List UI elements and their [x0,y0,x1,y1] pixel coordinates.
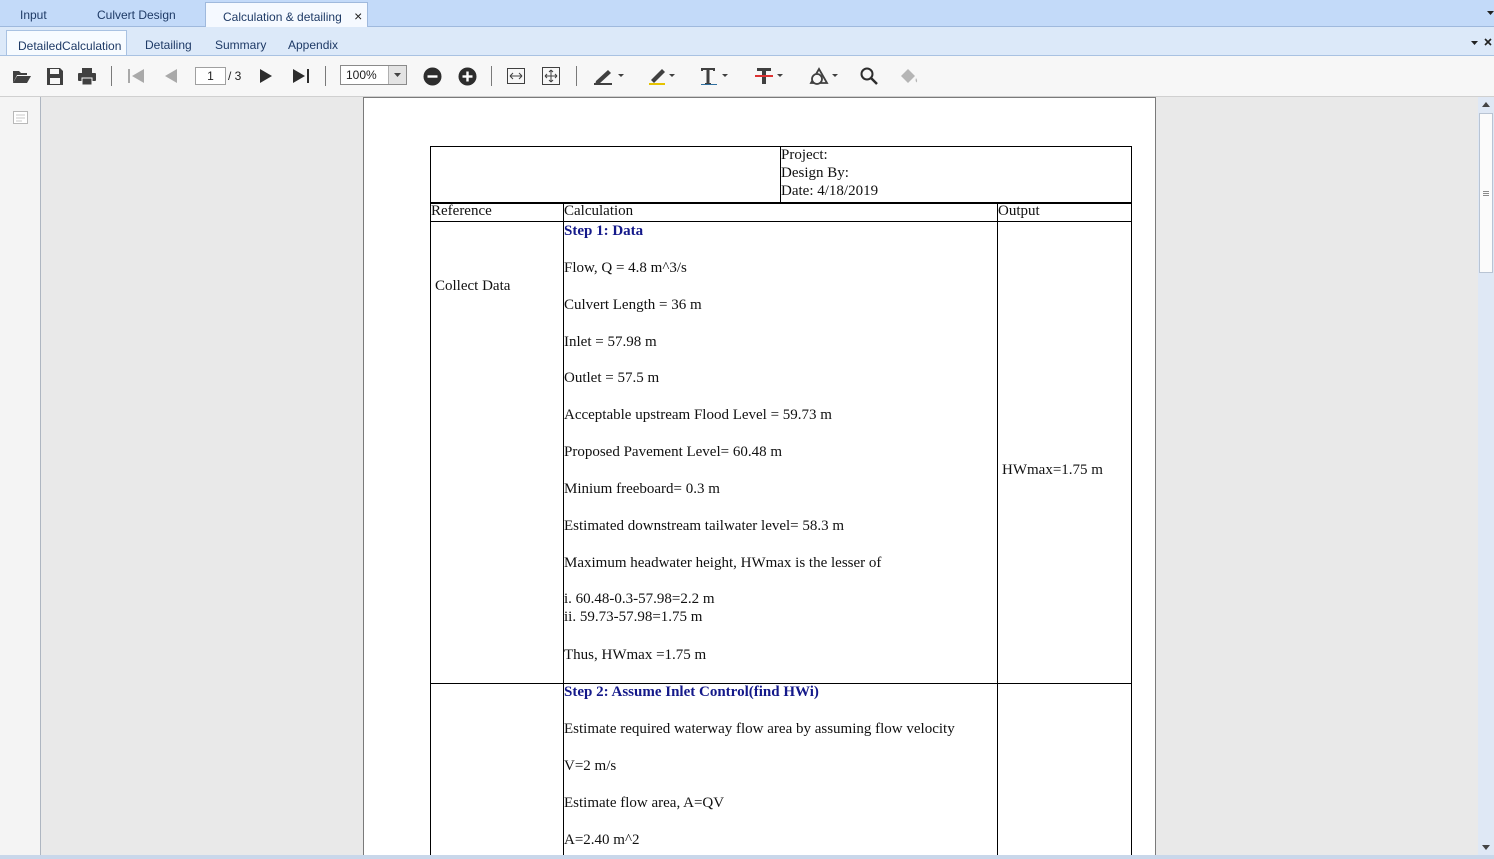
calc-line: A=2.40 m^2 [564,832,640,848]
toolbar-separator [491,66,492,86]
tab-list-dropdown-icon[interactable] [1487,11,1494,16]
scroll-up-icon[interactable] [1482,102,1490,107]
open-folder-icon[interactable] [11,65,33,87]
output-hwmax: HWmax=1.75 m [1002,462,1103,478]
tab-summary[interactable]: Summary [215,38,267,52]
calc-line: Estimate flow area, A=QV [564,795,725,811]
sub-tab-dropdown-icon[interactable] [1471,41,1478,46]
calc-line: Estimated downstream tailwater level= 58.3 m [564,518,845,534]
fit-page-icon[interactable] [540,65,562,87]
search-icon[interactable] [858,65,880,87]
scroll-down-icon[interactable] [1482,845,1490,850]
close-subtab-icon[interactable] [1484,38,1492,46]
bottom-edge [0,855,1494,859]
zoom-select[interactable] [340,65,407,85]
calc-line: Estimate required waterway flow area by assuming flow velocity [564,721,955,737]
page-number-input[interactable]: 1 [195,67,226,85]
fit-width-icon[interactable] [505,65,527,87]
column-header-reference: Reference [431,203,492,219]
scrollbar-thumb[interactable] [1479,113,1493,273]
toolbar-separator [325,66,326,86]
page-total-label: / 3 [228,69,242,83]
calc-line: Culvert Length = 36 m [564,297,702,313]
print-icon[interactable] [76,65,98,87]
close-tab-icon[interactable]: × [354,8,363,24]
step1-heading: Step 1: Data [564,223,644,239]
highlighter-icon[interactable] [648,65,678,87]
calc-line: Minium freeboard= 0.3 m [564,481,720,497]
fill-color-icon[interactable] [898,65,920,87]
calc-line: Flow, Q = 4.8 m^3/s [564,260,687,276]
zoom-value: 100% [346,68,377,82]
calc-line: Outlet = 57.5 m [564,370,660,386]
save-icon[interactable] [44,65,66,87]
tab-detailed-calculation[interactable]: DetailedCalculation [6,30,127,55]
column-header-output: Output [998,203,1040,219]
calc-line: Acceptable upstream Flood Level = 59.73 m [564,407,832,423]
viewer-toolbar [0,56,1494,97]
calc-line: Inlet = 57.98 m [564,334,657,350]
document-tab-strip [0,0,1494,27]
sub-tab-strip [0,27,1494,56]
calc-line: Thus, HWmax =1.75 m [564,647,707,663]
toolbar-separator [576,66,577,86]
step2-heading: Step 2: Assume Inlet Control(find HWi) [564,684,819,700]
project-label: Project: [781,147,828,163]
tab-culvert-design[interactable]: Culvert Design [97,8,176,22]
chevron-down-icon [394,73,401,78]
tab-calculation-detailing-label: Calculation & detailing [223,10,342,24]
tab-appendix[interactable]: Appendix [288,38,339,52]
toolbar-separator [111,66,112,86]
thumbnails-toggle-icon[interactable] [13,111,28,124]
zoom-in-icon[interactable] [456,65,478,87]
grip-icon [1483,191,1489,196]
reference-collect-data: Collect Data [435,278,511,294]
last-page-icon[interactable] [290,65,312,87]
shape-icon[interactable] [807,65,841,87]
vertical-scrollbar[interactable] [1478,97,1494,859]
pdf-page [363,97,1156,859]
date-label: Date: 4/18/2019 [781,183,879,199]
column-header-calculation: Calculation [564,203,634,219]
calc-line: Proposed Pavement Level= 60.48 m [564,444,783,460]
calc-line: ii. 59.73-57.98=1.75 m [564,609,703,625]
zoom-out-icon[interactable] [421,65,443,87]
strikeout-icon[interactable] [755,65,787,87]
first-page-icon[interactable] [125,65,147,87]
previous-page-icon[interactable] [160,65,182,87]
next-page-icon[interactable] [255,65,277,87]
tab-input[interactable]: Input [20,8,47,22]
tab-detailing[interactable]: Detailing [145,38,192,52]
zoom-dropdown-button[interactable] [388,66,406,84]
thumbnail-pane [0,97,41,859]
tab-calculation-detailing[interactable] [205,2,368,27]
design-by-label: Design By: [781,165,849,181]
calc-line: V=2 m/s [564,758,617,774]
calc-line: Maximum headwater height, HWmax is the lesser of [564,555,882,571]
calc-line: i. 60.48-0.3-57.98=2.2 m [564,591,715,607]
text-annotation-icon[interactable] [700,65,732,87]
pen-annotation-icon[interactable] [593,65,627,87]
